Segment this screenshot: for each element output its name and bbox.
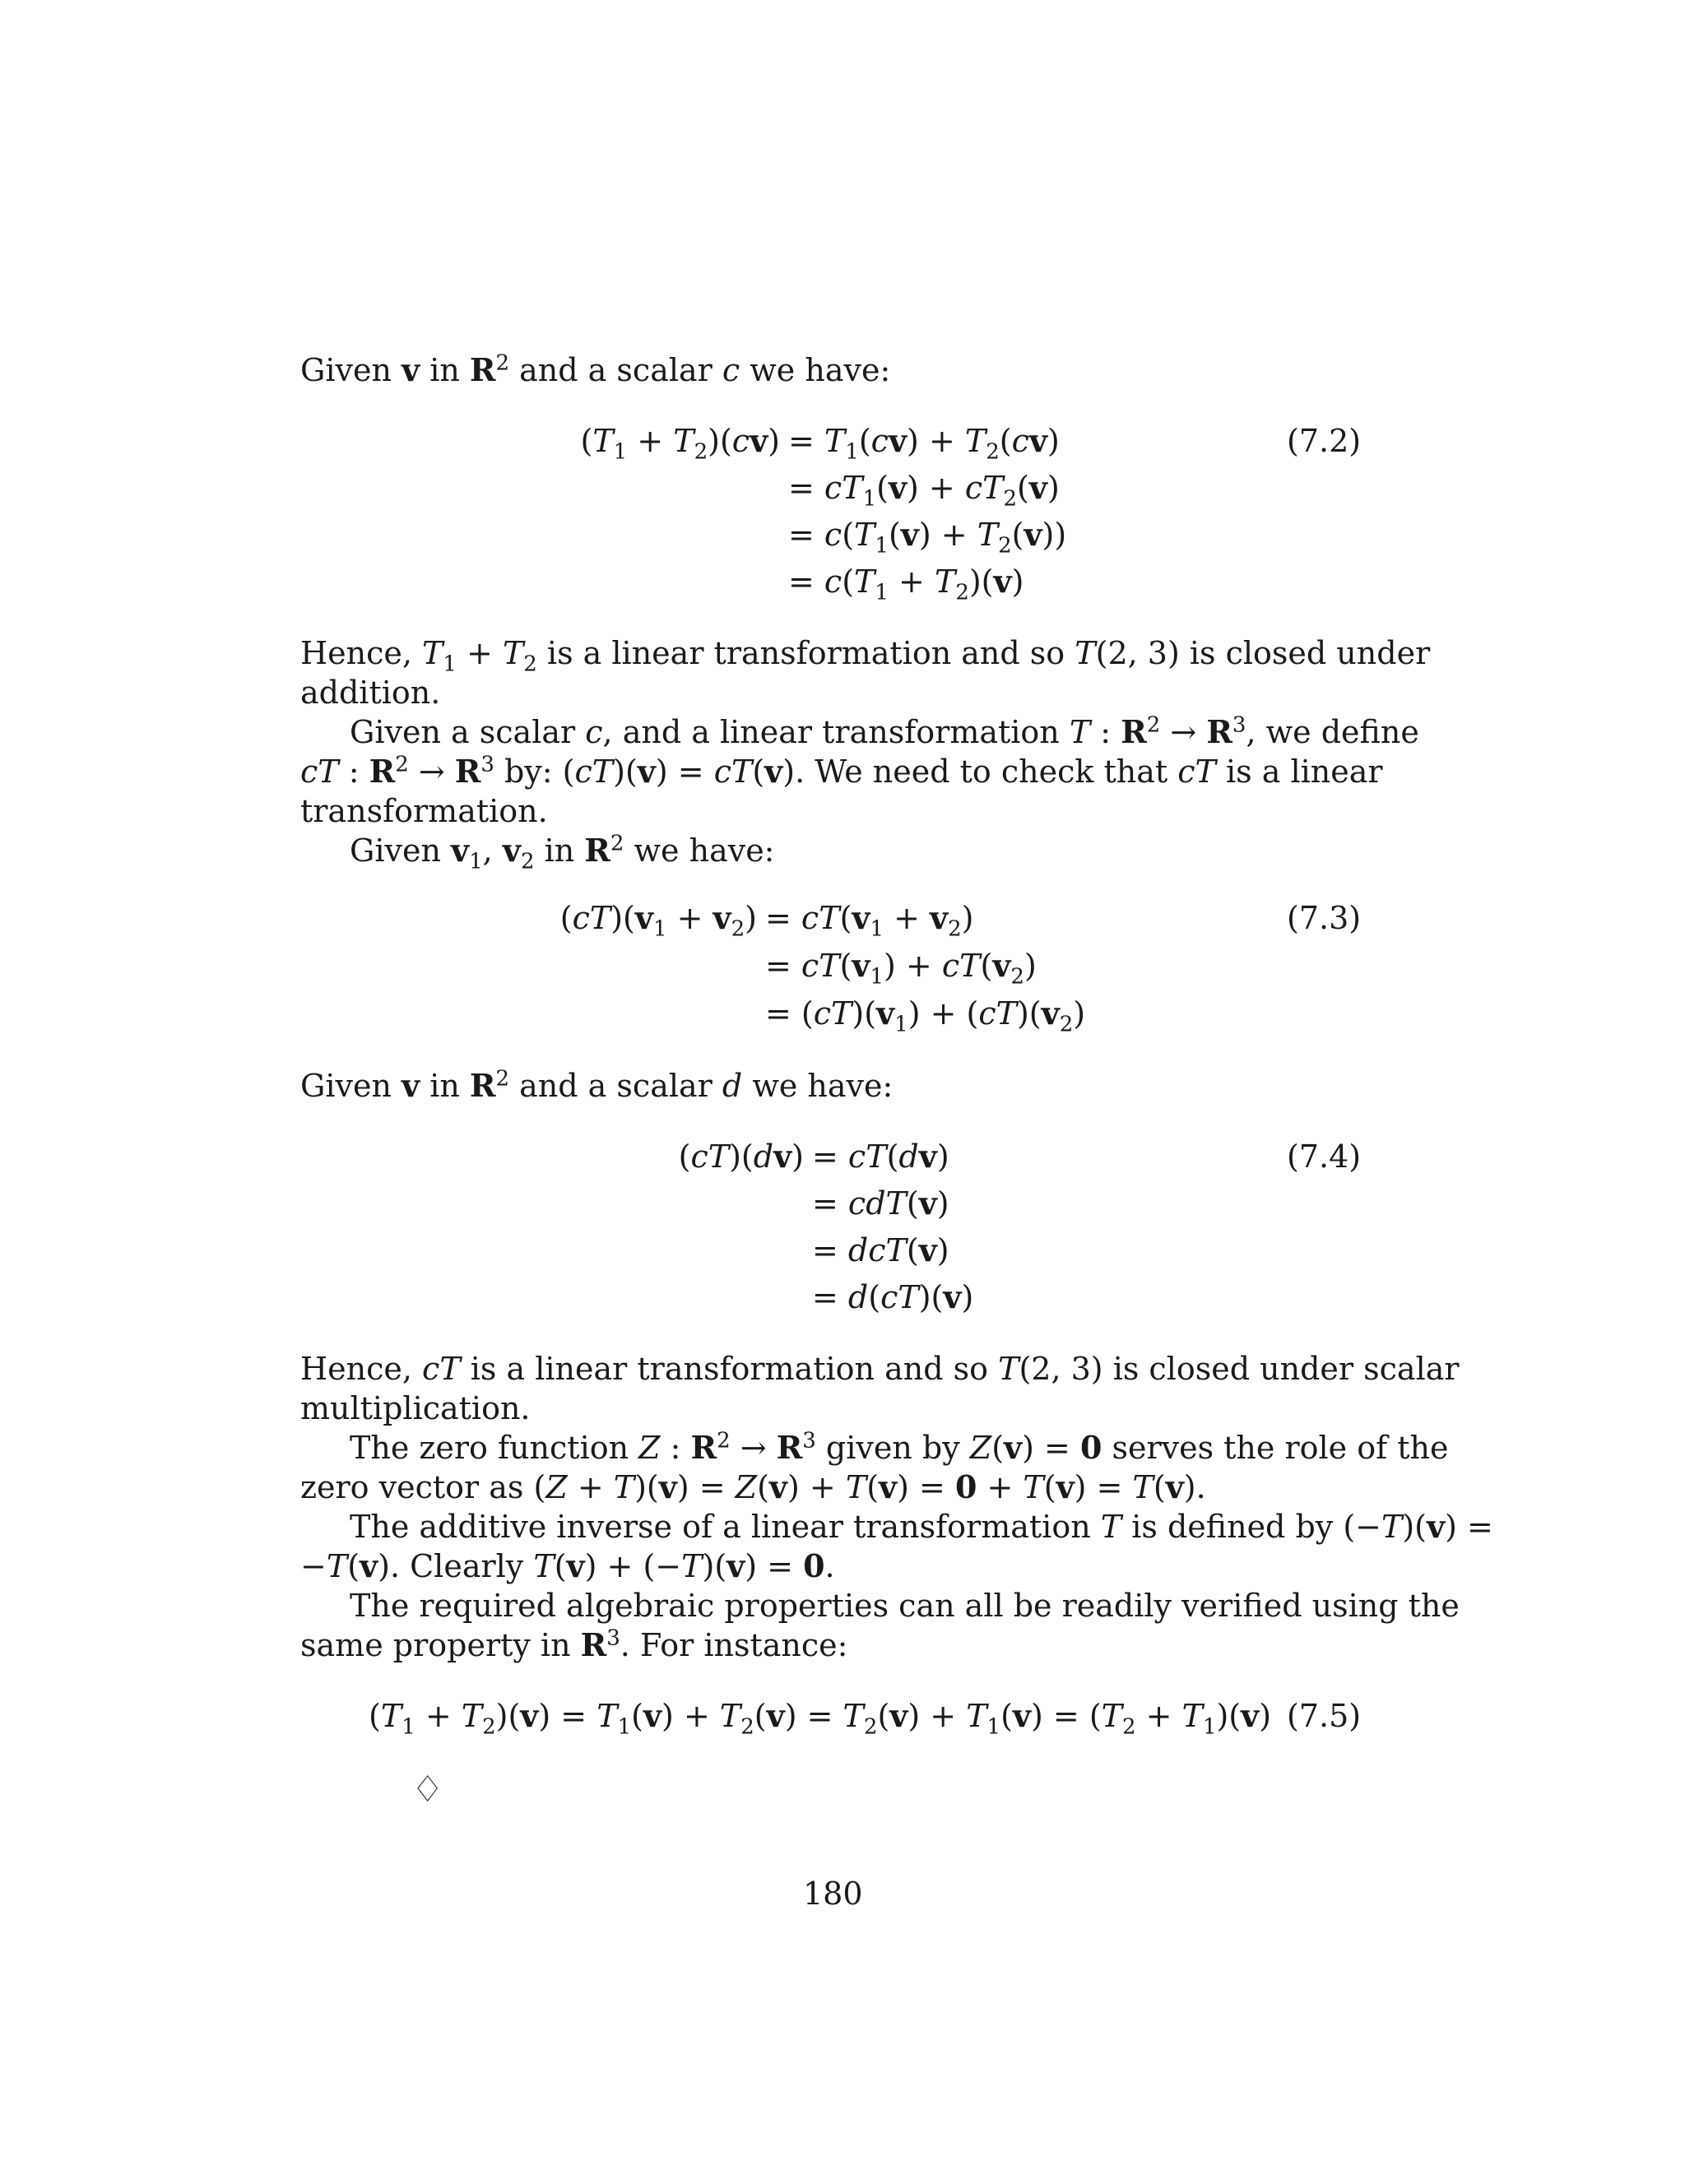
eq-7-3-lhs: $(cT)(v_1 + v_2)$ xyxy=(559,899,757,942)
eq-7-3-tag: (7.3) xyxy=(1287,900,1362,936)
paragraph-define-cT-3: transformation. xyxy=(300,793,548,829)
paragraph-define-cT-2: cT : $R^2 \to R^3$ by: (cT)(v) = cT(v). We need to check that cT is a linear xyxy=(300,752,1383,790)
eq-7-2-line-4: = $c(T_1 + T_2)(v)$ xyxy=(788,563,1024,605)
eq-7-4-lhs: (cT)(dv) xyxy=(678,1138,804,1175)
eq-7-4-line-4: = d(cT)(v) xyxy=(812,1278,974,1315)
eq-7-2-line-2: = $cT_1(v) + cT_2(v)$ xyxy=(788,469,1060,512)
eq-7-2-tag: (7.2) xyxy=(1287,423,1362,459)
eq-7-3-line-3: = $(cT)(v_1) + (cT)(v_2)$ xyxy=(765,995,1086,1037)
eq-7-2-lhs: $(T_1 + T_2)(cv)$ xyxy=(580,422,780,465)
eq-7-2-line-1: = $T_1(cv) + T_2(cv)$ xyxy=(788,422,1060,465)
page-number: 180 xyxy=(803,1876,863,1912)
paragraph-given-v1-v2: Given $v_1$, $v_2$ in $R^2$ we have: xyxy=(350,831,775,874)
eq-7-5-tag: (7.5) xyxy=(1287,1698,1362,1734)
paragraph-given-v-d: Given v in $R^2$ and a scalar d we have: xyxy=(300,1066,894,1104)
paragraph-additive-inverse: The additive inverse of a linear transformation T is defined by (−T)(v) = xyxy=(350,1508,1493,1545)
paragraph-zero-function-2: zero vector as (Z + T)(v) = Z(v) + T(v) = 0 + T(v) = T(v). xyxy=(300,1468,1206,1505)
eq-7-4-line-3: = dcT(v) xyxy=(812,1231,949,1268)
paragraph-additive-inverse-2: −T(v). Clearly T(v) + (−T)(v) = 0. xyxy=(300,1547,835,1584)
paragraph-hence-scalar-cont: multiplication. xyxy=(300,1390,531,1426)
paragraph-given-v-c: Given v in $R^2$ and a scalar c we have: xyxy=(300,350,891,388)
eq-7-4-line-2: = cdT(v) xyxy=(812,1185,949,1222)
paragraph-zero-function: The zero function Z : $R^2 \to R^3$ given by Z(v) = 0 serves the role of the xyxy=(350,1428,1449,1466)
paragraph-algebraic-properties-2: same property in $R^3$. For instance: xyxy=(300,1625,848,1663)
eq-7-3-line-1: = $cT(v_1 + v_2)$ xyxy=(765,899,974,942)
paragraph-hence-sum: Hence, $T_1 + T_2$ is a linear transformation and so T(2, 3) is closed under xyxy=(300,635,1431,677)
paragraph-algebraic-properties: The required algebraic properties can all be readily verified using the xyxy=(350,1588,1460,1624)
eq-7-3-line-2: = $cT(v_1) + cT(v_2)$ xyxy=(765,947,1037,990)
eq-7-4-line-1: = cT(dv) xyxy=(812,1138,949,1175)
paragraph-hence-scalar: Hence, cT is a linear transformation and so T(2, 3) is closed under scalar xyxy=(300,1351,1460,1387)
end-of-proof-diamond-icon: ♢ xyxy=(411,1769,444,1811)
paragraph-define-cT: Given a scalar c, and a linear transformation T : $R^2 \to R^3$, we define xyxy=(350,712,1419,750)
eq-7-4-tag: (7.4) xyxy=(1287,1138,1362,1175)
paragraph-hence-sum-cont: addition. xyxy=(300,675,441,711)
eq-7-2-line-3: = $c(T_1(v) + T_2(v))$ xyxy=(788,516,1067,559)
eq-7-5-line: $(T_1 + T_2)(v) = T_1(v) + T_2(v) = T_2(v) + T_1(v) = (T_2 + T_1)(v)$ xyxy=(369,1697,1272,1740)
